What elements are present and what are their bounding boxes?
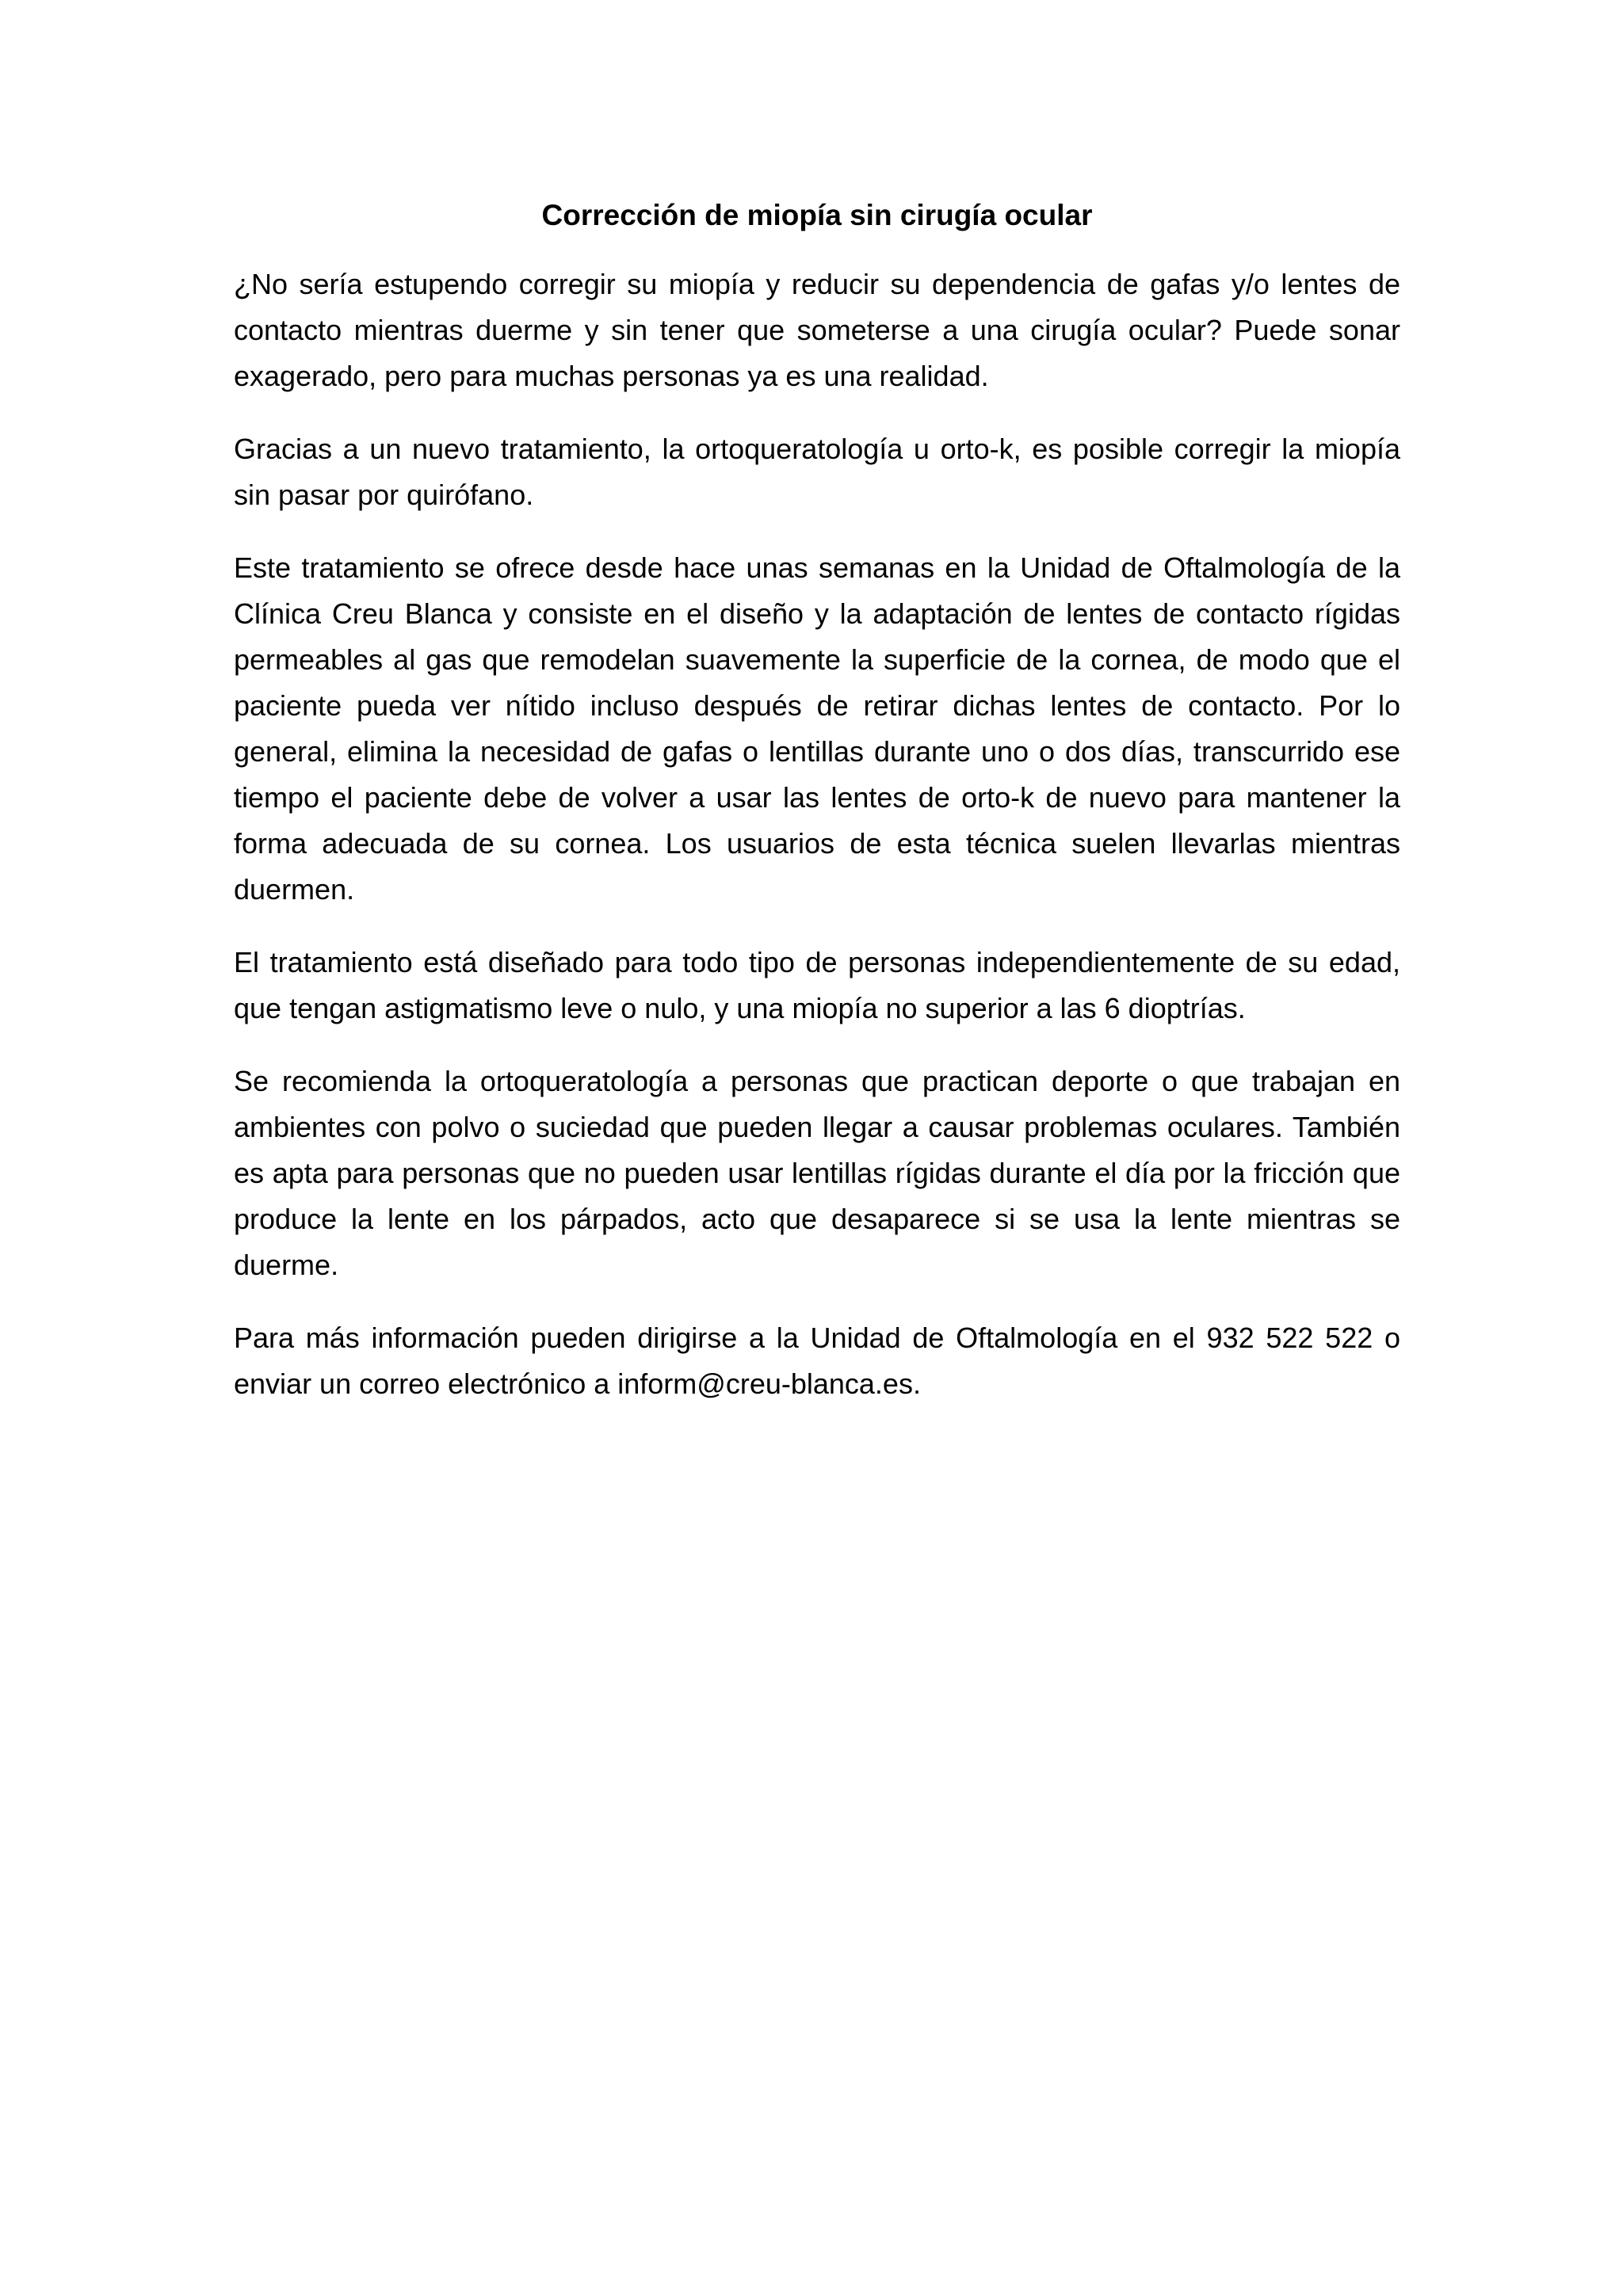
paragraph-description: Este tratamiento se ofrece desde hace unas semanas en la Unidad de Oftalmología de la Clínica Creu Blanca y consiste en el diseño y la adaptación de lentes de contacto rígidas permeables al gas que remodelan suavemente la superficie de la cornea, de modo que el paciente pueda ver nítido incluso después de retirar dichas lentes de contacto. Por lo general, elimina la necesidad de gafas o lentillas durante uno o dos días, transcurrido ese tiempo el paciente debe de volver a usar las lentes de orto-k de nuevo para mantener la forma adecuada de su cornea. Los usuarios de esta técnica suelen llevarlas mientras duermen. (234, 551, 1400, 906)
paragraph-eligibility: El tratamiento está diseñado para todo tipo de personas independientemente de su edad, que tengan astigmatismo leve o nulo, y una miopía no superior a las 6 dioptrías. (234, 946, 1400, 1024)
paragraph-intro: ¿No sería estupendo corregir su miopía y reducir su dependencia de gafas y/o lentes de contacto mientras duerme y sin tener que someterse a una cirugía ocular? Puede sonar exagerado, pero para muchas personas ya es una realidad. (234, 268, 1400, 392)
document-title: Corrección de miopía sin cirugía ocular (541, 199, 1093, 231)
paragraph-recommendation: Se recomienda la ortoqueratología a personas que practican deporte o que trabajan en ambientes con polvo o suciedad que pueden llegar a causar problemas oculares. También es apta para personas que no pueden usar lentillas rígidas durante el día por la fricción que produce la lente en los párpados, acto que desaparece si se usa la lente mientras se duerme. (234, 1065, 1400, 1281)
paragraph-contact: Para más información pueden dirigirse a la Unidad de Oftalmología en el 932 522 522 o enviar un correo electrónico a inform@creu-blanca.es. (234, 1322, 1400, 1400)
paragraph-treatment: Gracias a un nuevo tratamiento, la ortoqueratología u orto-k, es posible corregir la miopía sin pasar por quirófano. (234, 433, 1400, 511)
document-body (234, 192, 1400, 1434)
